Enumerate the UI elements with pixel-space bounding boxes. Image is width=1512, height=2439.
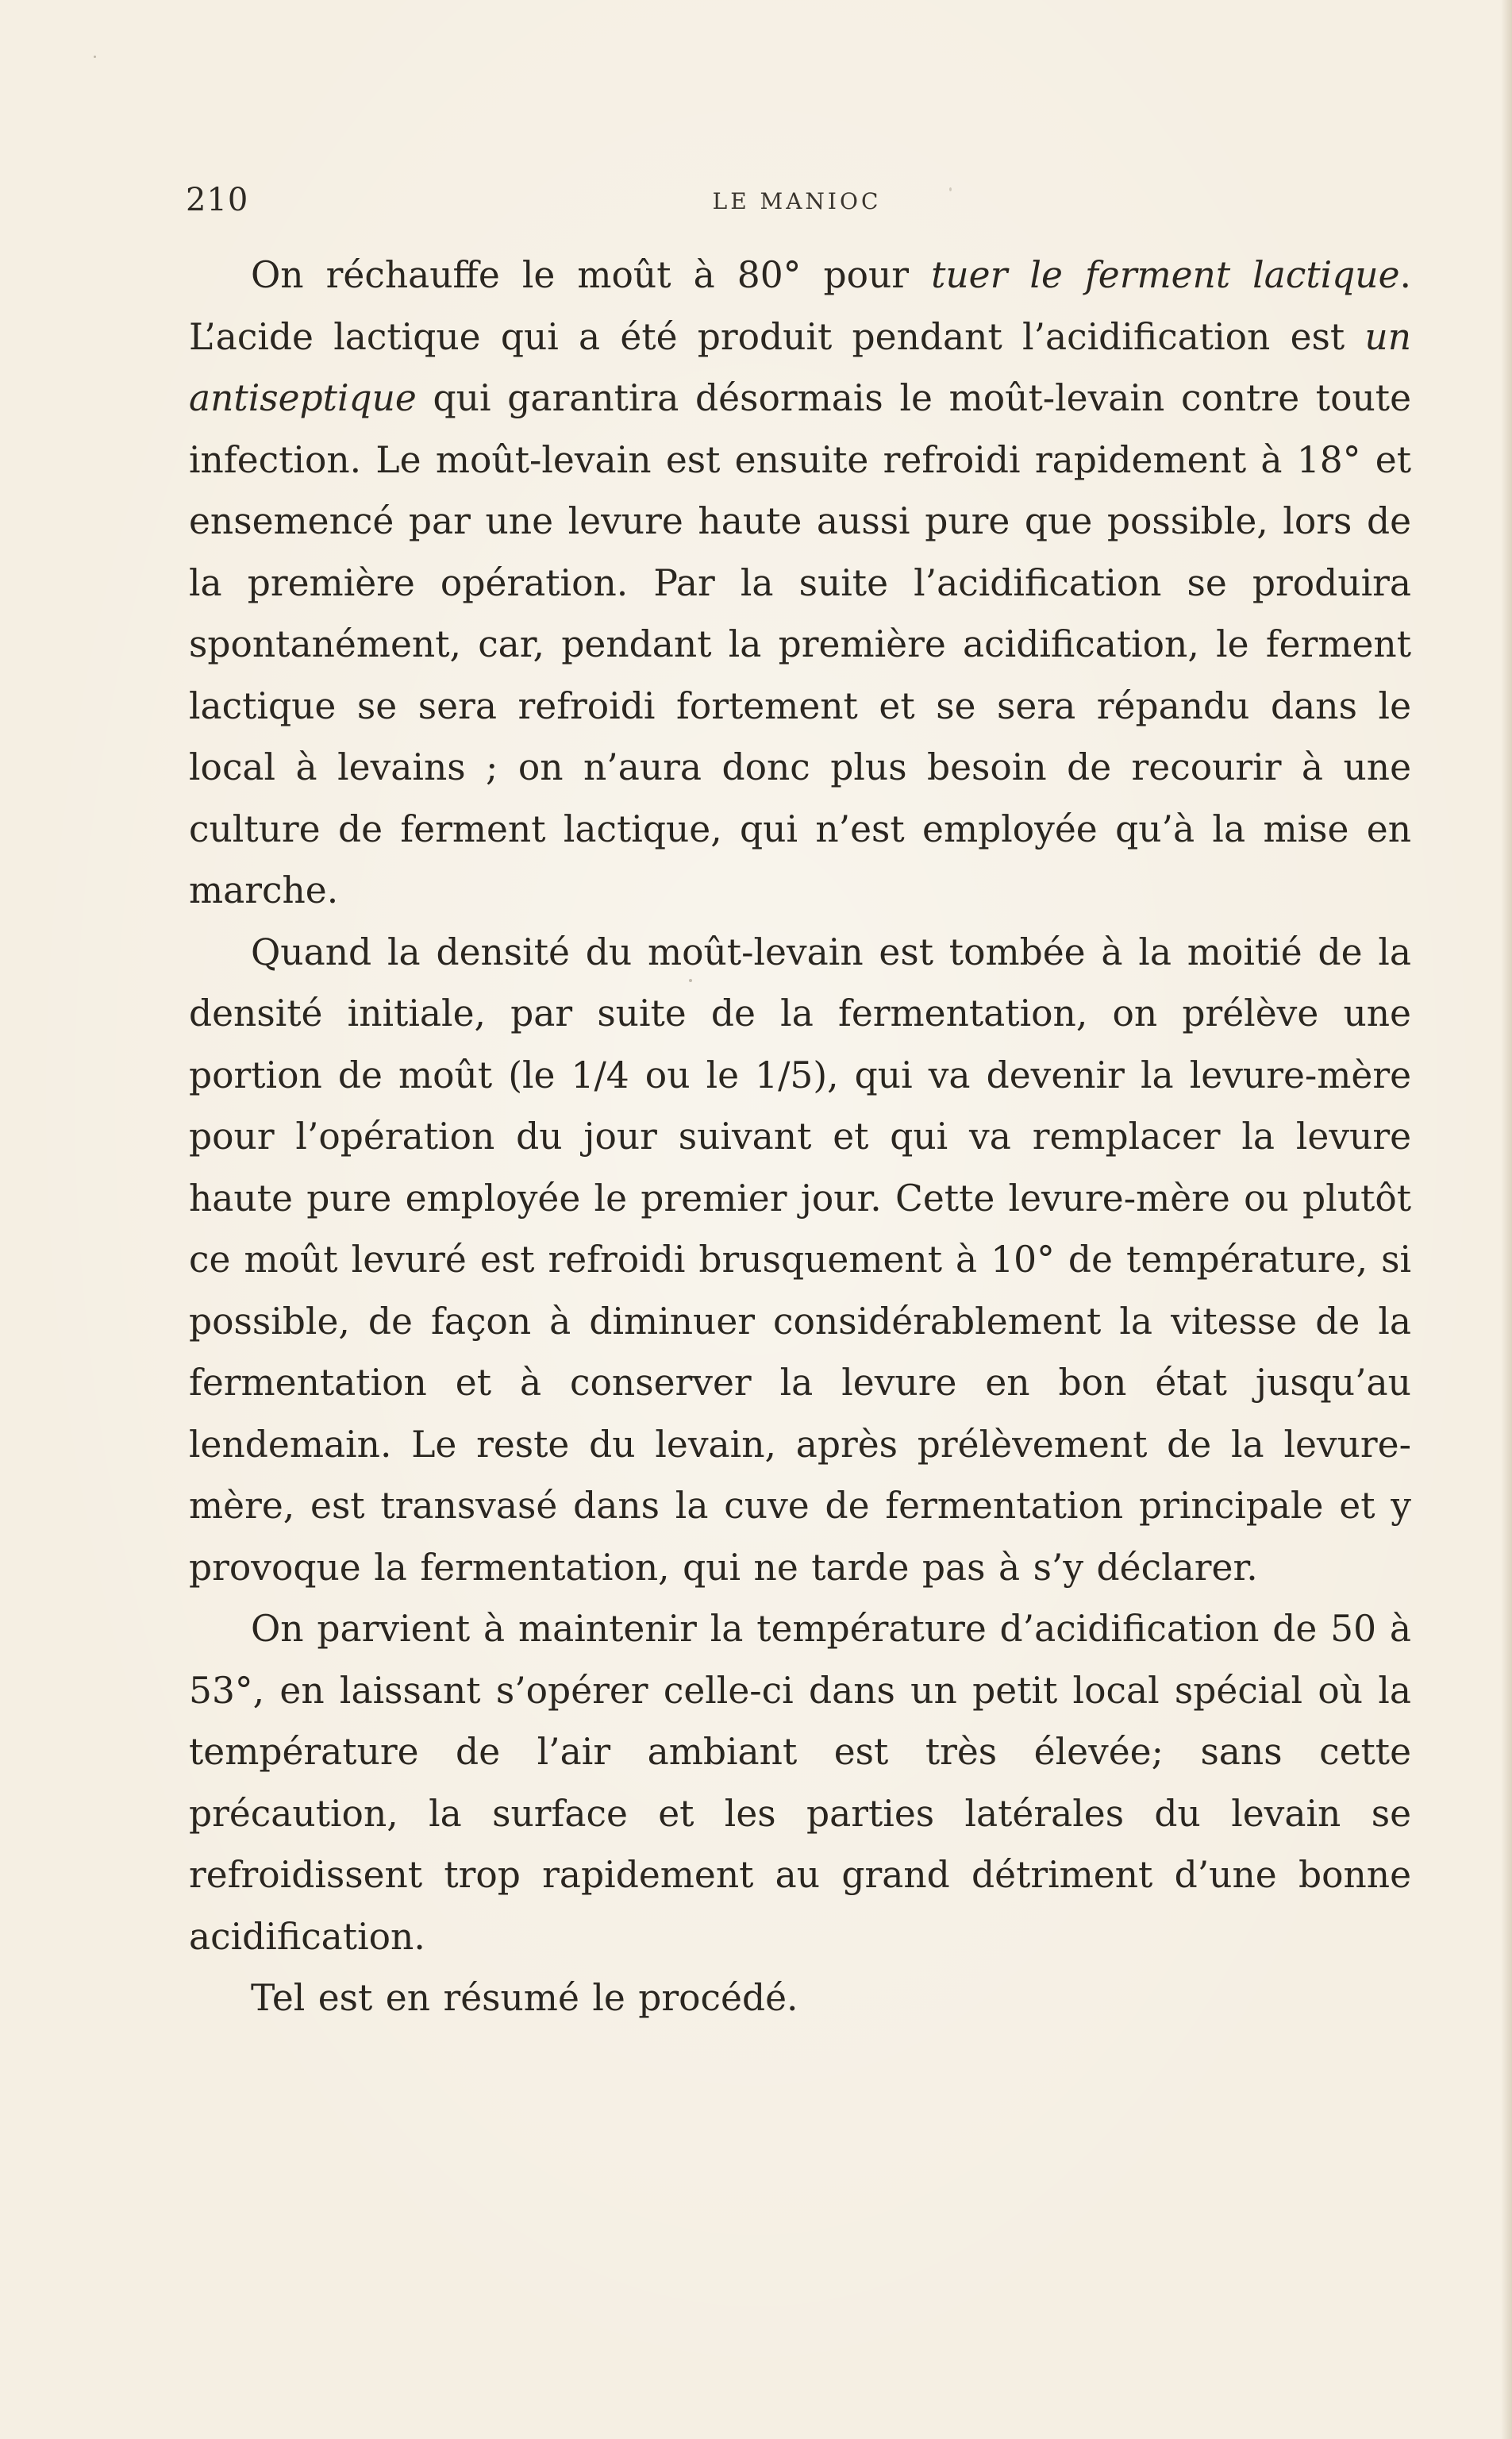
paper-speck xyxy=(94,56,96,58)
paragraph-1-italic-antiseptique: un antiseptique xyxy=(189,315,1411,419)
paragraph-3: On parvient à maintenir la température d’acidification de 50 à 53°, en laissant s’opérer celle-ci dans un petit local spécial où la température de l’air ambiant est très élevée; sans cette précaution, la surface et les parties latérales du levain se refroidissent trop rapidement au grand détriment d’une bonne acidification. xyxy=(189,1608,1411,1958)
paragraph-1-text-a: On réchauffe le moût à 80° pour xyxy=(251,254,932,296)
paragraph-1-italic-phrase: tuer le ferment lactique xyxy=(931,254,1400,296)
paragraph-4: Tel est en résumé le procédé. xyxy=(251,1977,798,2019)
paragraph-1-text-c: . L’acide lactique qui a été produit pendant l’acidification est xyxy=(189,254,1412,358)
paragraph-2: Quand la densité du moût-levain est tombée à la moitié de la densité initiale, par suite de la fermentation, on prélève une portion de moût (le 1/4 ou le 1/5), qui va devenir la levure-mère pour l’opération du jour suivant et qui va remplacer la levure haute pure employée le premier jour. Cette levure-mère ou plutôt ce moût levuré est refroidi brusquement à 10° de température, si possible, de façon à diminuer considérablement la vitesse de la fermentation et à conserver la levure en bon état jusqu’au lendemain. Le reste du levain, après prélèvement de la levure-mère, est transvasé dans la cuve de fermentation principale et y provoque la fermentation, qui ne tarde pas à s’y déclarer. xyxy=(189,931,1411,1589)
page-edge-shadow xyxy=(1501,0,1512,2439)
paper-speck xyxy=(949,187,952,191)
paper-speck xyxy=(689,979,692,982)
page-number: 210 xyxy=(186,182,249,218)
running-head xyxy=(186,179,1408,221)
running-title: LE MANIOC xyxy=(712,188,882,214)
paragraph-1 xyxy=(189,245,1411,922)
paragraph-1-text-e: qui garantira désormais le moût-levain contre toute infection. Le moût-levain est ensuite refroidi rapidement à 18° et ensemencé par une levure haute aussi pure que possible, lors de la première opération. Par la suite l’acidification se produira spontanément, car, pendant la première acidification, le ferment lactique se sera refroidi fortement et se sera répandu dans le local à levains ; on n’aura donc plus besoin de recourir à une culture de ferment lactique, qui n’est employée qu’à la mise en marche. xyxy=(189,377,1411,911)
body-text xyxy=(189,245,1411,2029)
